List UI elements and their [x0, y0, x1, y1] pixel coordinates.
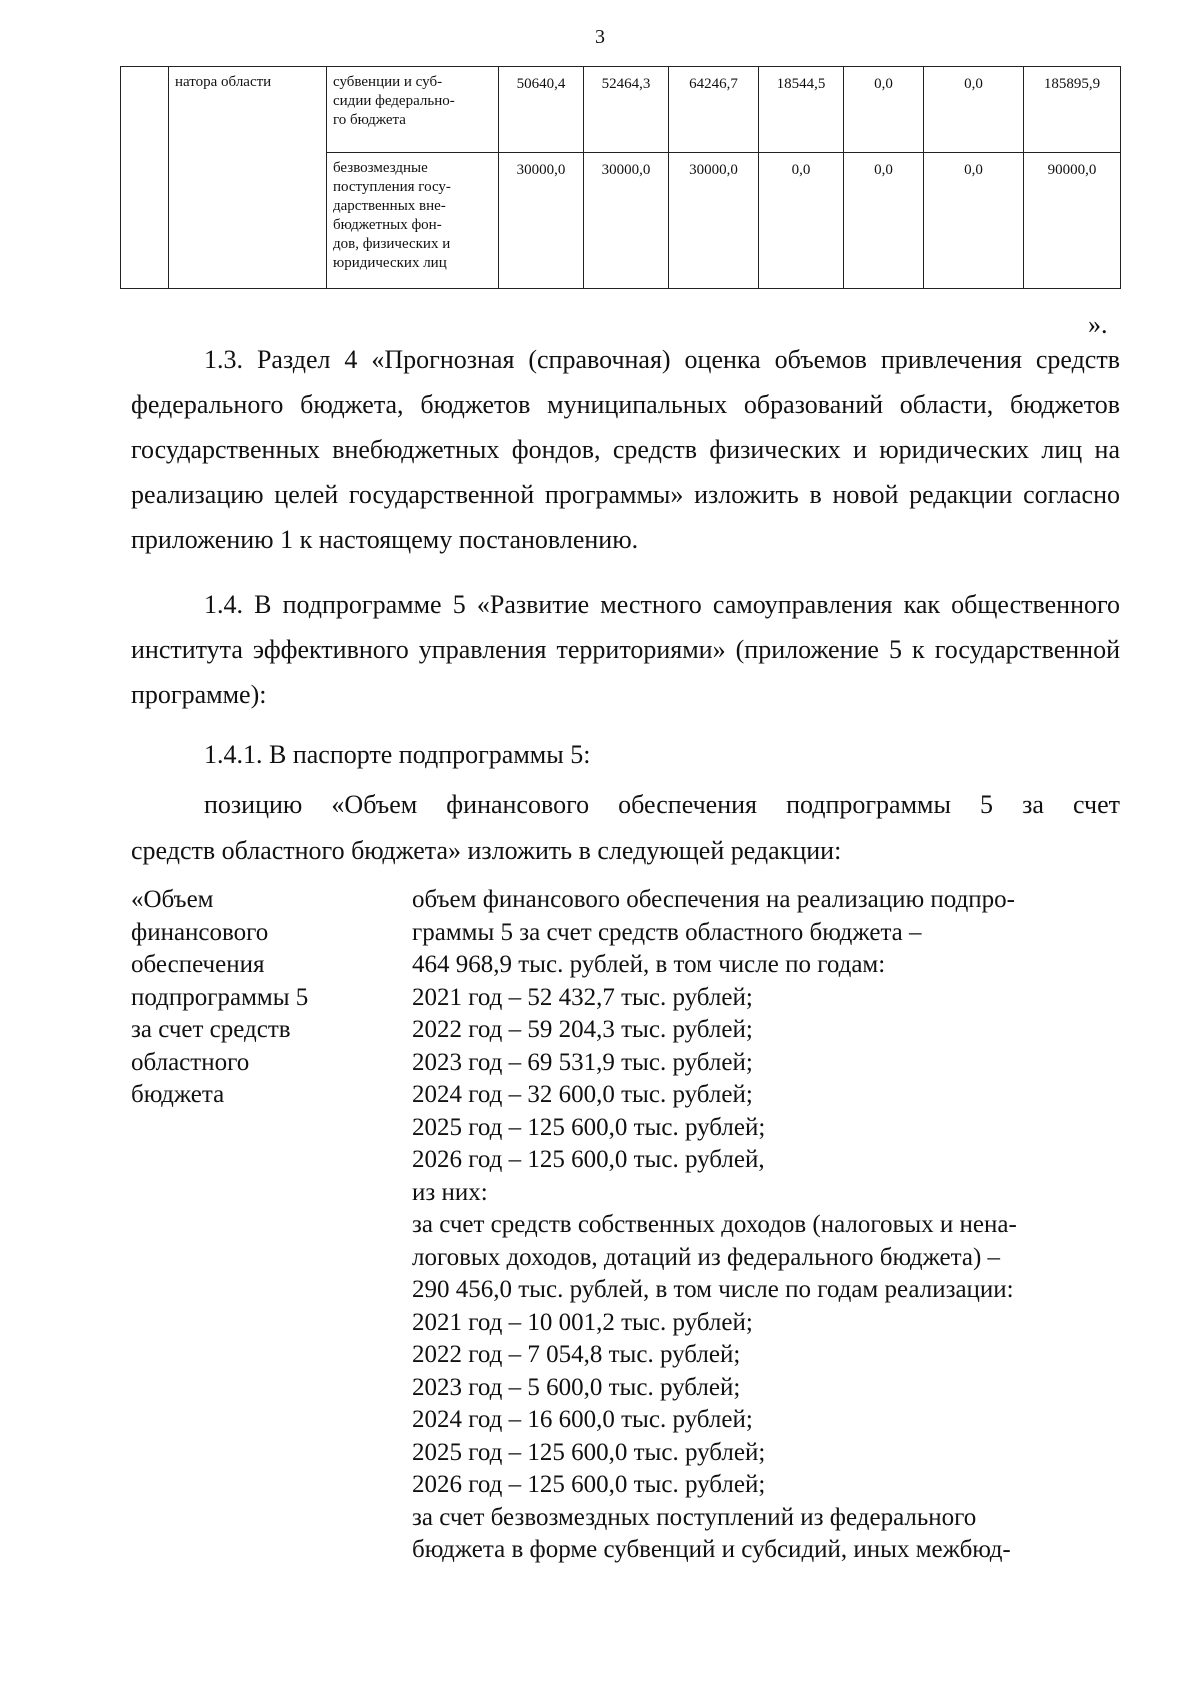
paragraph-position-cont: средств областного бюджета» изложить в следующей редакции: [131, 836, 842, 865]
paragraph-1-3: 1.3. Раздел 4 «Прогнозная (справочная) оценка объемов привлечения средств федерального бюджета, бюджетов муниципальных образований области, бюджетов государственных внебюджетных фондов, средств физических и юридических лиц на реализацию целей государственной программы» изложить в новой редакции согласно приложению 1 к настоящему постановлению. [131, 345, 1120, 554]
table-cell-value: 0,0 [844, 153, 924, 289]
table-cell-value: 30000,0 [584, 153, 669, 289]
value-line: 2024 год – 16 600,0 тыс. рублей; [412, 1406, 753, 1433]
value-line: за счет средств собственных доходов (налоговых и нена- [412, 1211, 1017, 1238]
table-cell-value: 30000,0 [499, 153, 584, 289]
page-number: 3 [595, 26, 605, 48]
table-cell-source [327, 67, 499, 153]
table-cell-value: 18544,5 [759, 67, 844, 153]
paragraph-position: позицию «Объем финансового обеспечения подпрограммы 5 за счет [204, 790, 1120, 819]
value-line: из них: [412, 1178, 488, 1206]
value-line: граммы 5 за счет средств областного бюджета – [412, 918, 922, 946]
table-cell-value: 0,0 [844, 67, 924, 153]
table-cell-value: 64246,7 [669, 67, 759, 153]
passport-label [131, 884, 341, 1112]
source-text: безвозмездные поступления госу- дарственных вне- бюджетных фон- дов, физических и юридических лиц [333, 160, 451, 271]
value-line: 2022 год – 7 054,8 тыс. рублей; [412, 1341, 741, 1368]
label-line: «Объем [131, 886, 214, 913]
value-line: 2024 год – 32 600,0 тыс. рублей; [412, 1081, 753, 1108]
value-line: 2026 год – 125 600,0 тыс. рублей; [412, 1471, 766, 1498]
value-line: 2023 год – 5 600,0 тыс. рублей; [412, 1373, 741, 1401]
label-line: за счет средств [131, 1016, 291, 1043]
value-line: 2025 год – 125 600,0 тыс. рублей; [412, 1113, 766, 1141]
value-line: за счет безвозмездных поступлений из федерального [412, 1503, 977, 1531]
label-line: бюджета [131, 1081, 225, 1108]
table-row [121, 67, 1121, 153]
closing-quote: ». [1088, 310, 1108, 339]
value-line: 2026 год – 125 600,0 тыс. рублей, [412, 1146, 765, 1173]
value-line: 2025 год – 125 600,0 тыс. рублей; [412, 1438, 766, 1466]
label-line: обеспечения [131, 951, 265, 978]
value-line: 2021 год – 10 001,2 тыс. рублей; [412, 1308, 753, 1336]
paragraph-1-4-1: 1.4.1. В паспорте подпрограммы 5: [204, 740, 591, 769]
label-line: финансового [131, 918, 269, 946]
table-cell-empty [121, 67, 169, 289]
value-line: 464 968,9 тыс. рублей, в том числе по годам: [412, 951, 886, 978]
table-cell-value: 50640,4 [499, 67, 584, 153]
label-line: областного [131, 1048, 250, 1076]
value-line: 290 456,0 тыс. рублей, в том числе по годам реализации: [412, 1276, 1014, 1303]
table-cell-total: 185895,9 [1024, 67, 1121, 153]
value-line: 2023 год – 69 531,9 тыс. рублей; [412, 1048, 753, 1076]
value-line: логовых доходов, дотаций из федерального бюджета) – [412, 1243, 1001, 1271]
label-line: подпрограммы 5 [131, 983, 309, 1011]
value-line: объем финансового обеспечения на реализацию подпро- [412, 886, 1016, 913]
table-cell-value: 0,0 [924, 67, 1024, 153]
value-line: 2021 год – 52 432,7 тыс. рублей; [412, 983, 753, 1011]
table-cell-value: 30000,0 [669, 153, 759, 289]
table-cell-source [327, 153, 499, 289]
value-line: 2022 год – 59 204,3 тыс. рублей; [412, 1016, 753, 1043]
finance-table [120, 66, 1121, 289]
table-cell-value: 0,0 [924, 153, 1024, 289]
table-cell-executor: натора области [169, 67, 327, 289]
value-line: бюджета в форме субвенций и субсидий, иных межбюд- [412, 1536, 1011, 1563]
passport-value [412, 884, 1117, 1567]
table-cell-total: 90000,0 [1024, 153, 1121, 289]
table-cell-value: 52464,3 [584, 67, 669, 153]
table-cell-value: 0,0 [759, 153, 844, 289]
source-text: субвенции и суб- сидии федерально- го бюджета [333, 74, 455, 128]
paragraph-1-4: 1.4. В подпрограмме 5 «Развитие местного самоуправления как общественного института эффективного управления территориями» (приложение 5 к государственной программе): [131, 590, 1120, 709]
